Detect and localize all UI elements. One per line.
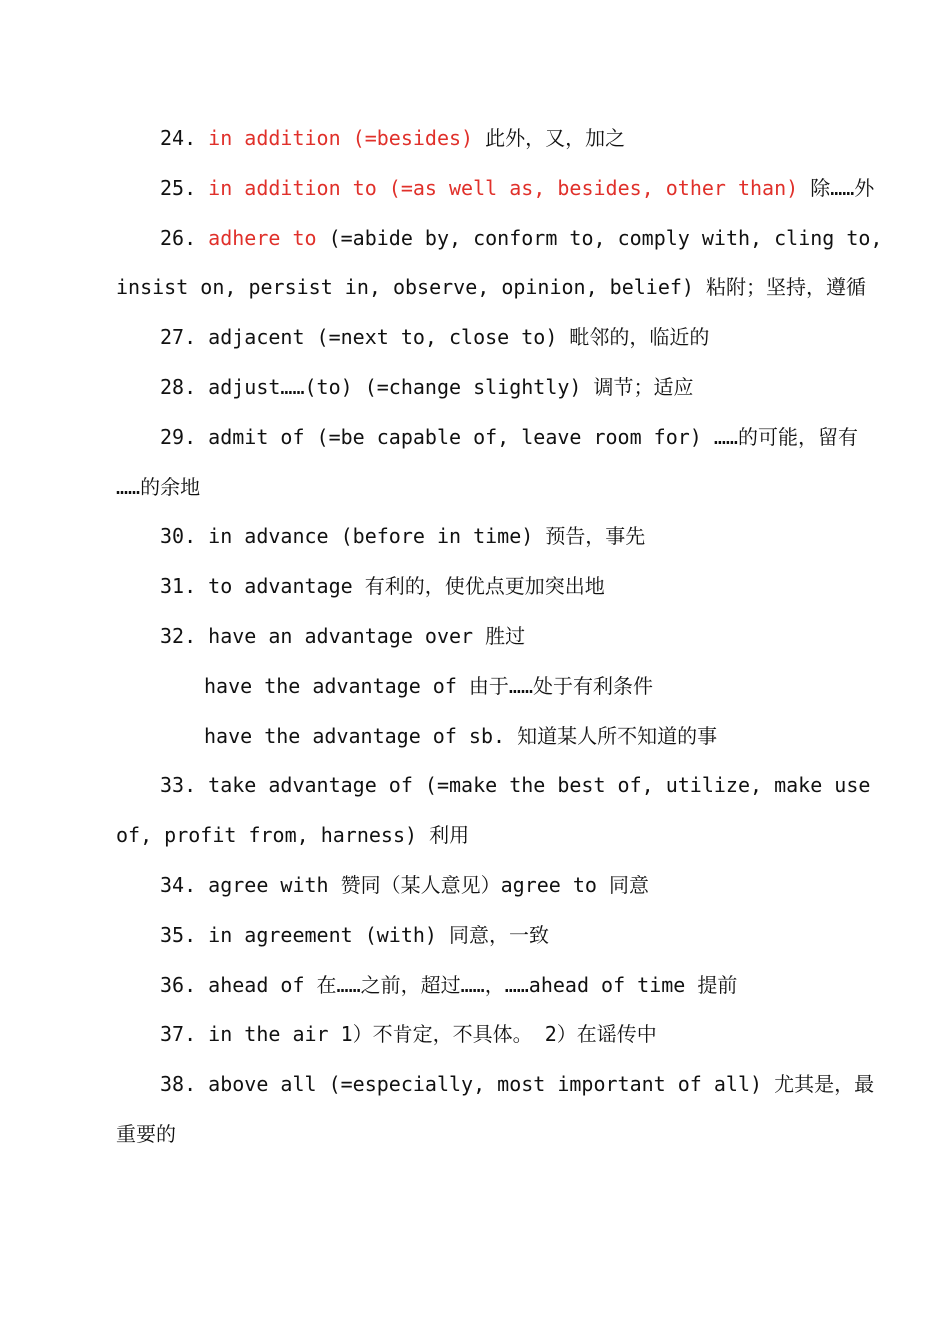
entry-38-continued: 重要的 (116, 1121, 176, 1146)
entry-number: 26. (160, 225, 209, 250)
entry-34: 34. agree with 赞同（某人意见）agree to 同意 (160, 872, 649, 897)
entry-meaning: 除……外 (798, 175, 875, 200)
entry-33: 33. take advantage of (=make the best of, utilize, make use (160, 773, 871, 798)
entry-number: 24. (160, 126, 209, 150)
entry-33-continued: of, profit from, harness) 利用 (116, 823, 470, 848)
entry-38: 38. above all (=especially, most important of all) 尤其是，最 (160, 1072, 875, 1097)
entry-meaning: (=abide by, conform to, comply with, cling to, (316, 225, 883, 250)
highlighted-phrase: in addition (=besides) (208, 126, 474, 150)
entry-32-sub-2: have the advantage of sb. 知道某人所不知道的事 (204, 723, 718, 748)
entry-32: 32. have an advantage over 胜过 (160, 623, 526, 648)
highlighted-phrase: adhere to (208, 225, 317, 250)
entry-29: 29. admit of (=be capable of, leave room for) ……的可能，留有 (160, 424, 858, 449)
entry-24 (116, 114, 864, 164)
document-page (116, 114, 883, 1160)
entry-number: 25. (160, 175, 209, 200)
entry-31: 31. to advantage 有利的，使优点更加突出地 (160, 574, 605, 599)
entry-26-continued: insist on, persist in, observe, opinion, belief) 粘附；坚持，遵循 (116, 275, 867, 300)
entry-26 (116, 214, 883, 264)
entry-36: 36. ahead of 在……之前，超过……，……ahead of time 提前 (160, 972, 738, 997)
entry-25 (116, 164, 875, 214)
entry-29-continued: ……的余地 (116, 474, 201, 499)
entry-37: 37. in the air 1）不肯定，不具体。 2）在谣传中 (160, 1022, 657, 1047)
entry-35: 35. in agreement (with) 同意，一致 (160, 922, 549, 947)
entry-30: 30. in advance (before in time) 预告，事先 (160, 524, 646, 549)
entry-meaning: 此外，又，加之 (473, 126, 626, 150)
highlighted-phrase: in addition to (=as well as, besides, other than) (208, 175, 799, 200)
entry-32-sub-1: have the advantage of 由于……处于有利条件 (204, 673, 653, 698)
entry-27: 27. adjacent (=next to, close to) 毗邻的，临近的 (160, 325, 710, 350)
entry-28: 28. adjust……(to) (=change slightly) 调节；适应 (160, 374, 694, 399)
